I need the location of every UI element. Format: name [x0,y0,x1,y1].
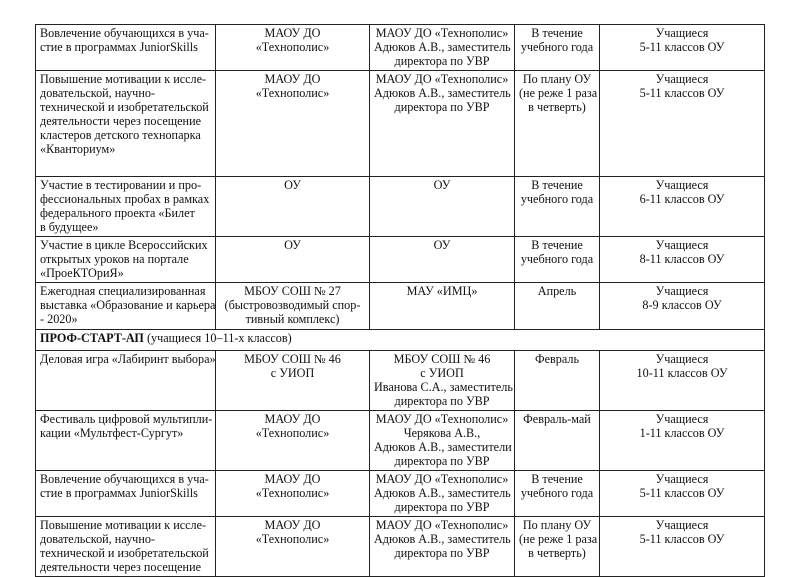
activity-text-line: - 2020» [40,312,78,326]
organizer-cell [370,351,515,411]
participants-text-line: Учащиеся [655,352,709,366]
participants-cell [600,237,765,283]
timing-text-line: учебного года [520,252,594,266]
timing-cell [515,237,600,283]
activity-cell [36,471,216,517]
participants-text-line: 6-11 классов ОУ [639,192,725,206]
organizer-text-line: МБОУ СОШ № 46 [393,352,491,366]
participants-cell [600,517,765,577]
table-body-part1 [36,25,765,330]
participants-text-line: Учащиеся [655,518,709,532]
organizer-text-line: с УИОП [420,366,464,380]
activity-text-line: технической и изобретательской [40,546,209,560]
table-row [36,237,765,283]
activity-text-line: кации «Мультфест-Сургут» [40,426,184,440]
activity-text-line: Вовлечение обучающихся в уча- [40,472,209,486]
organizer-cell [370,25,515,71]
organizer-text-line: МАОУ ДО «Технополис» [375,472,509,486]
organizer-text-line: Иванова С.А., заместитель [374,380,513,394]
timing-text-line: (не реже 1 раза [519,532,598,546]
timing-text-line: учебного года [520,486,594,500]
table-row [36,71,765,177]
activity-text-line: довательской, научно- [40,86,155,100]
venue-text-line: «Технополис» [255,426,330,440]
participants-text-line: 10-11 классов ОУ [636,366,728,380]
activity-cell [36,517,216,577]
activity-text-line: Участие в тестировании и про- [40,178,202,192]
organizer-text-line: Адюков А.В., заместитель [374,40,511,54]
timing-text-line: в четверть) [528,546,586,560]
venue-text-line: «Технополис» [255,486,330,500]
section-row [36,330,765,351]
venue-text-line: МАОУ ДО [264,472,321,486]
timing-text-line: учебного года [520,192,594,206]
organizer-cell [370,471,515,517]
participants-cell [600,471,765,517]
organizer-text-line: ОУ [433,178,451,192]
activity-cell [36,351,216,411]
timing-text-line: учебного года [520,40,594,54]
venue-text-line: «Технополис» [255,86,330,100]
organizer-text-line: Адюков А.В., заместитель [374,532,511,546]
timing-cell [515,71,600,177]
section-subtitle: (учащиеся 10–11-х классов) [143,331,292,345]
organizer-text-line: директора по УВР [394,100,490,114]
section-title: ПРОФ-СТАРТ-АП [40,331,144,345]
timing-cell [515,411,600,471]
venue-text-line: (быстровозводимый спор- [224,298,361,312]
activity-text-line: Повышение мотивации к иссле- [40,72,207,86]
participants-text-line: 5-11 классов ОУ [639,532,725,546]
section-header-cell [36,330,765,351]
organizer-cell [370,177,515,237]
activity-text-line: деятельности через посещение [40,114,202,128]
table-section [36,330,765,351]
venue-text-line: МАОУ ДО [264,518,321,532]
venue-text-line: МАОУ ДО [264,72,321,86]
table-row [36,283,765,330]
organizer-text-line: директора по УВР [394,500,490,514]
participants-text-line: 5-11 классов ОУ [639,486,725,500]
timing-cell [515,517,600,577]
participants-text-line: Учащиеся [655,178,709,192]
activity-text-line: Участие в цикле Всероссийских [40,238,208,252]
participants-text-line: Учащиеся [655,284,709,298]
organizer-text-line: Черякова А.В., [403,426,481,440]
organizer-cell [370,237,515,283]
timing-cell [515,25,600,71]
participants-text-line: Учащиеся [655,472,709,486]
participants-cell [600,71,765,177]
activity-text-line: технической и изобретательской [40,100,209,114]
activity-text-line: стие в программах JuniorSkills [40,40,198,54]
organizer-text-line: Адюков А.В., заместитель [374,486,511,500]
activity-text-line: фессиональных пробах в рамках [40,192,210,206]
activity-cell [36,283,216,330]
table-row [36,411,765,471]
venue-cell [216,71,370,177]
participants-cell [600,177,765,237]
organizer-text-line: директора по УВР [394,546,490,560]
venue-text-line: «Технополис» [255,40,330,54]
timing-text-line: Февраль-май [523,412,591,426]
participants-text-line: 8-9 классов ОУ [642,298,722,312]
activity-text-line: Ежегодная специализированная [40,284,206,298]
organizer-text-line: ОУ [433,238,451,252]
venue-cell [216,471,370,517]
participants-text-line: Учащиеся [655,72,709,86]
venue-cell [216,351,370,411]
organizer-text-line: МАОУ ДО «Технополис» [375,72,509,86]
participants-text-line: 8-11 классов ОУ [639,252,725,266]
activity-cell [36,237,216,283]
timing-text-line: В течение [531,472,583,486]
table-body-part2 [36,351,765,577]
participants-cell [600,351,765,411]
timing-cell [515,351,600,411]
venue-text-line: «Технополис» [255,532,330,546]
organizer-text-line: директора по УВР [394,394,490,408]
venue-text-line: МБОУ СОШ № 27 [244,284,341,298]
participants-cell [600,25,765,71]
timing-text-line: По плану ОУ [522,518,592,532]
venue-text-line: МАОУ ДО [264,26,321,40]
table-row [36,517,765,577]
activity-text-line: в будущее» [40,220,99,234]
activity-text-line: довательской, научно- [40,532,155,546]
organizer-text-line: МАОУ ДО «Технополис» [375,518,509,532]
table-row [36,351,765,411]
activity-cell [36,177,216,237]
activities-table [35,24,765,577]
participants-text-line: Учащиеся [655,238,709,252]
timing-text-line: В течение [531,238,583,252]
organizer-cell [370,283,515,330]
timing-cell [515,177,600,237]
timing-text-line: В течение [531,178,583,192]
activity-cell [36,25,216,71]
venue-cell [216,177,370,237]
venue-text-line: МАОУ ДО [264,412,321,426]
table-row [36,25,765,71]
activity-text-line: «ПроеКТОриЯ» [40,266,124,280]
venue-cell [216,237,370,283]
activity-cell [36,71,216,177]
organizer-text-line: Адюков А.В., заместители [374,440,512,454]
activity-text-line: выставка «Образование и карьера [40,298,216,312]
venue-text-line: с УИОП [270,366,315,380]
participants-cell [600,411,765,471]
activity-text-line: деятельности через посещение [40,560,202,574]
activity-text-line: Вовлечение обучающихся в уча- [40,26,209,40]
venue-text-line: ОУ [284,238,301,252]
venue-text-line: ОУ [284,178,301,192]
table-row [36,471,765,517]
organizer-cell [370,411,515,471]
organizer-text-line: Адюков А.В., заместитель [374,86,511,100]
activity-text-line: Повышение мотивации к иссле- [40,518,207,532]
activity-text-line: открытых уроков на портале [40,252,189,266]
table-row [36,177,765,237]
activity-text-line: «Кванториум» [40,142,116,156]
timing-text-line: В течение [531,26,583,40]
participants-text-line: 5-11 классов ОУ [639,86,725,100]
venue-cell [216,25,370,71]
organizer-cell [370,517,515,577]
timing-cell [515,471,600,517]
timing-cell [515,283,600,330]
activity-text-line: кластеров детского технопарка [40,128,201,142]
timing-text-line: Апрель [537,284,577,298]
participants-text-line: 1-11 классов ОУ [639,426,725,440]
organizer-text-line: МАОУ ДО «Технополис» [375,412,509,426]
venue-text-line: МБОУ СОШ № 46 [244,352,341,366]
participants-cell [600,283,765,330]
timing-text-line: По плану ОУ [522,72,592,86]
timing-text-line: в четверть) [528,100,586,114]
organizer-cell [370,71,515,177]
activity-text-line: Деловая игра «Лабиринт выбора» [40,352,216,366]
participants-text-line: Учащиеся [655,26,709,40]
organizer-text-line: директора по УВР [394,454,490,468]
venue-text-line: тивный комплекс) [245,312,340,326]
venue-cell [216,283,370,330]
organizer-text-line: директора по УВР [394,54,490,68]
activity-text-line: федерального проекта «Билет [40,206,195,220]
participants-text-line: 5-11 классов ОУ [639,40,725,54]
activity-text-line: стие в программах JuniorSkills [40,486,198,500]
timing-text-line: (не реже 1 раза [519,86,598,100]
timing-text-line: Февраль [534,352,580,366]
activity-text-line: Фестиваль цифровой мультипли- [40,412,213,426]
venue-cell [216,411,370,471]
organizer-text-line: МАУ «ИМЦ» [406,284,478,298]
organizer-text-line: МАОУ ДО «Технополис» [375,26,509,40]
activity-cell [36,411,216,471]
venue-cell [216,517,370,577]
participants-text-line: Учащиеся [655,412,709,426]
